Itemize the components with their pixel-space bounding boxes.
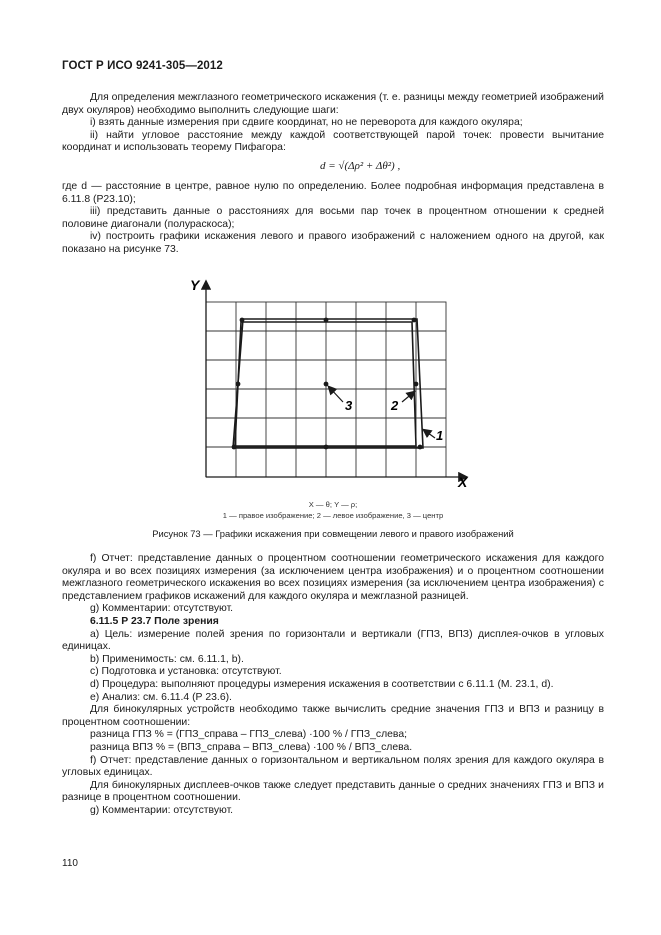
pythagoras-formula [62, 155, 604, 181]
paragraph: где d — расстояние в центре, равное нулю по определению. Более подробная информация представлена в 6.11.8 (Р23.10); [62, 180, 604, 205]
item-e: e) Анализ: см. 6.11.4 (Р 23.6). [90, 691, 232, 703]
figure-caption: Рисунок 73 — Графики искажения при совмещении левого и правого изображений [152, 528, 514, 539]
x-axis-label: X [458, 474, 468, 490]
step-i: i) взять данные измерения при сдвиге координат, но не переворота для каждого окуляра; [90, 117, 523, 129]
step-iii: iii) представить данные о расстояниях для восьми пар точек в процентном отношении к средней половине диагонали (полураскоса); [62, 206, 604, 230]
body-block [62, 553, 604, 817]
marker-2-arrow [402, 392, 414, 402]
paragraph: Для бинокулярных дисплеев-очков также следует представить данные о средних значениях ГПЗ и ВПЗ и разнице в процентном соотношении. [62, 779, 604, 804]
item-g: g) Комментарии: отсутствуют. [90, 804, 234, 816]
distortion-diagram [180, 272, 490, 494]
item-c: c) Подготовка и установка: отсутствуют. [90, 666, 282, 678]
page-number: 110 [62, 858, 78, 869]
marker-1-arrow [424, 430, 435, 438]
paragraph: Для бинокулярных устройств необходимо также вычислить средние значения ГПЗ и ВПЗ и разницу в процентном соотношении: [62, 704, 604, 728]
item-d: d) Процедура: выполняют процедуры измерения искажения в соответствии с 6.11.1 (М. 23.1, d). [90, 678, 554, 690]
figure-legend: 1 — правое изображение; 2 — левое изображение, 3 — центр [222, 511, 444, 520]
marker-2-label: 2 [391, 398, 399, 413]
measurement-points [232, 318, 423, 450]
item-b: b) Применимость: см. 6.11.1, b). [90, 653, 244, 665]
document-header: ГОСТ Р ИСО 9241-305—2012 [62, 60, 223, 72]
distortion-figure [180, 272, 490, 494]
paragraph: Для определения межглазного геометрического искажения (т. е. разницы между геометрией изображений двух окуляров) необходимо выполнить следующие шаги: [62, 92, 604, 116]
formula-gpz: разница ГПЗ % = (ГПЗ_справа – ГПЗ_слева) ·100 % / ГПЗ_слева; [90, 729, 407, 741]
formula-vpz: разница ВПЗ % = (ВПЗ_справа – ВПЗ_слева) ·100 % / ВПЗ_слева. [90, 741, 413, 753]
formula-text: d = √(Δρ² + Δθ²) , [320, 159, 401, 172]
marker-1-label: 1 [436, 428, 444, 443]
step-iv: iv) построить графики искажения левого и правого изображений с наложением одного на другой, как показано на рисунке 73. [62, 231, 604, 255]
y-axis-label: Y [190, 277, 200, 293]
item-a: a) Цель: измерение полей зрения по горизонтали и вертикали (ГПЗ, ВПЗ) дисплея-очков в угловых единицах. [62, 628, 604, 653]
item-f: f) Отчет: представление данных о горизонтальном и вертикальном полях зрения для каждого окуляра в угловых единицах. [62, 754, 604, 779]
center-point [324, 382, 329, 387]
report-item: f) Отчет: представление данных о процентном соотношении геометрического искажения для каждого окуляра и во всех позициях измерения (за исключением центра изображения) и о процентном соотношении межглазного геометрического искажения во всех позициях измерения (за исключением центра изображения) с представлением графиков искажений для каждого окуляра и межглазной разницей. [62, 553, 604, 602]
intro-block [62, 92, 604, 257]
comments-item: g) Комментарии: отсутствуют. [90, 603, 234, 615]
marker-3-label: 3 [345, 398, 353, 413]
step-ii: ii) найти угловое расстояние между каждой соответствующей парой точек: провести вычитание координат и использовать теорему Пифагора: [62, 129, 604, 154]
figure-axes-legend: X — θ; Y — ρ; [308, 500, 358, 509]
section-heading: 6.11.5 Р 23.7 Поле зрения [90, 615, 219, 627]
